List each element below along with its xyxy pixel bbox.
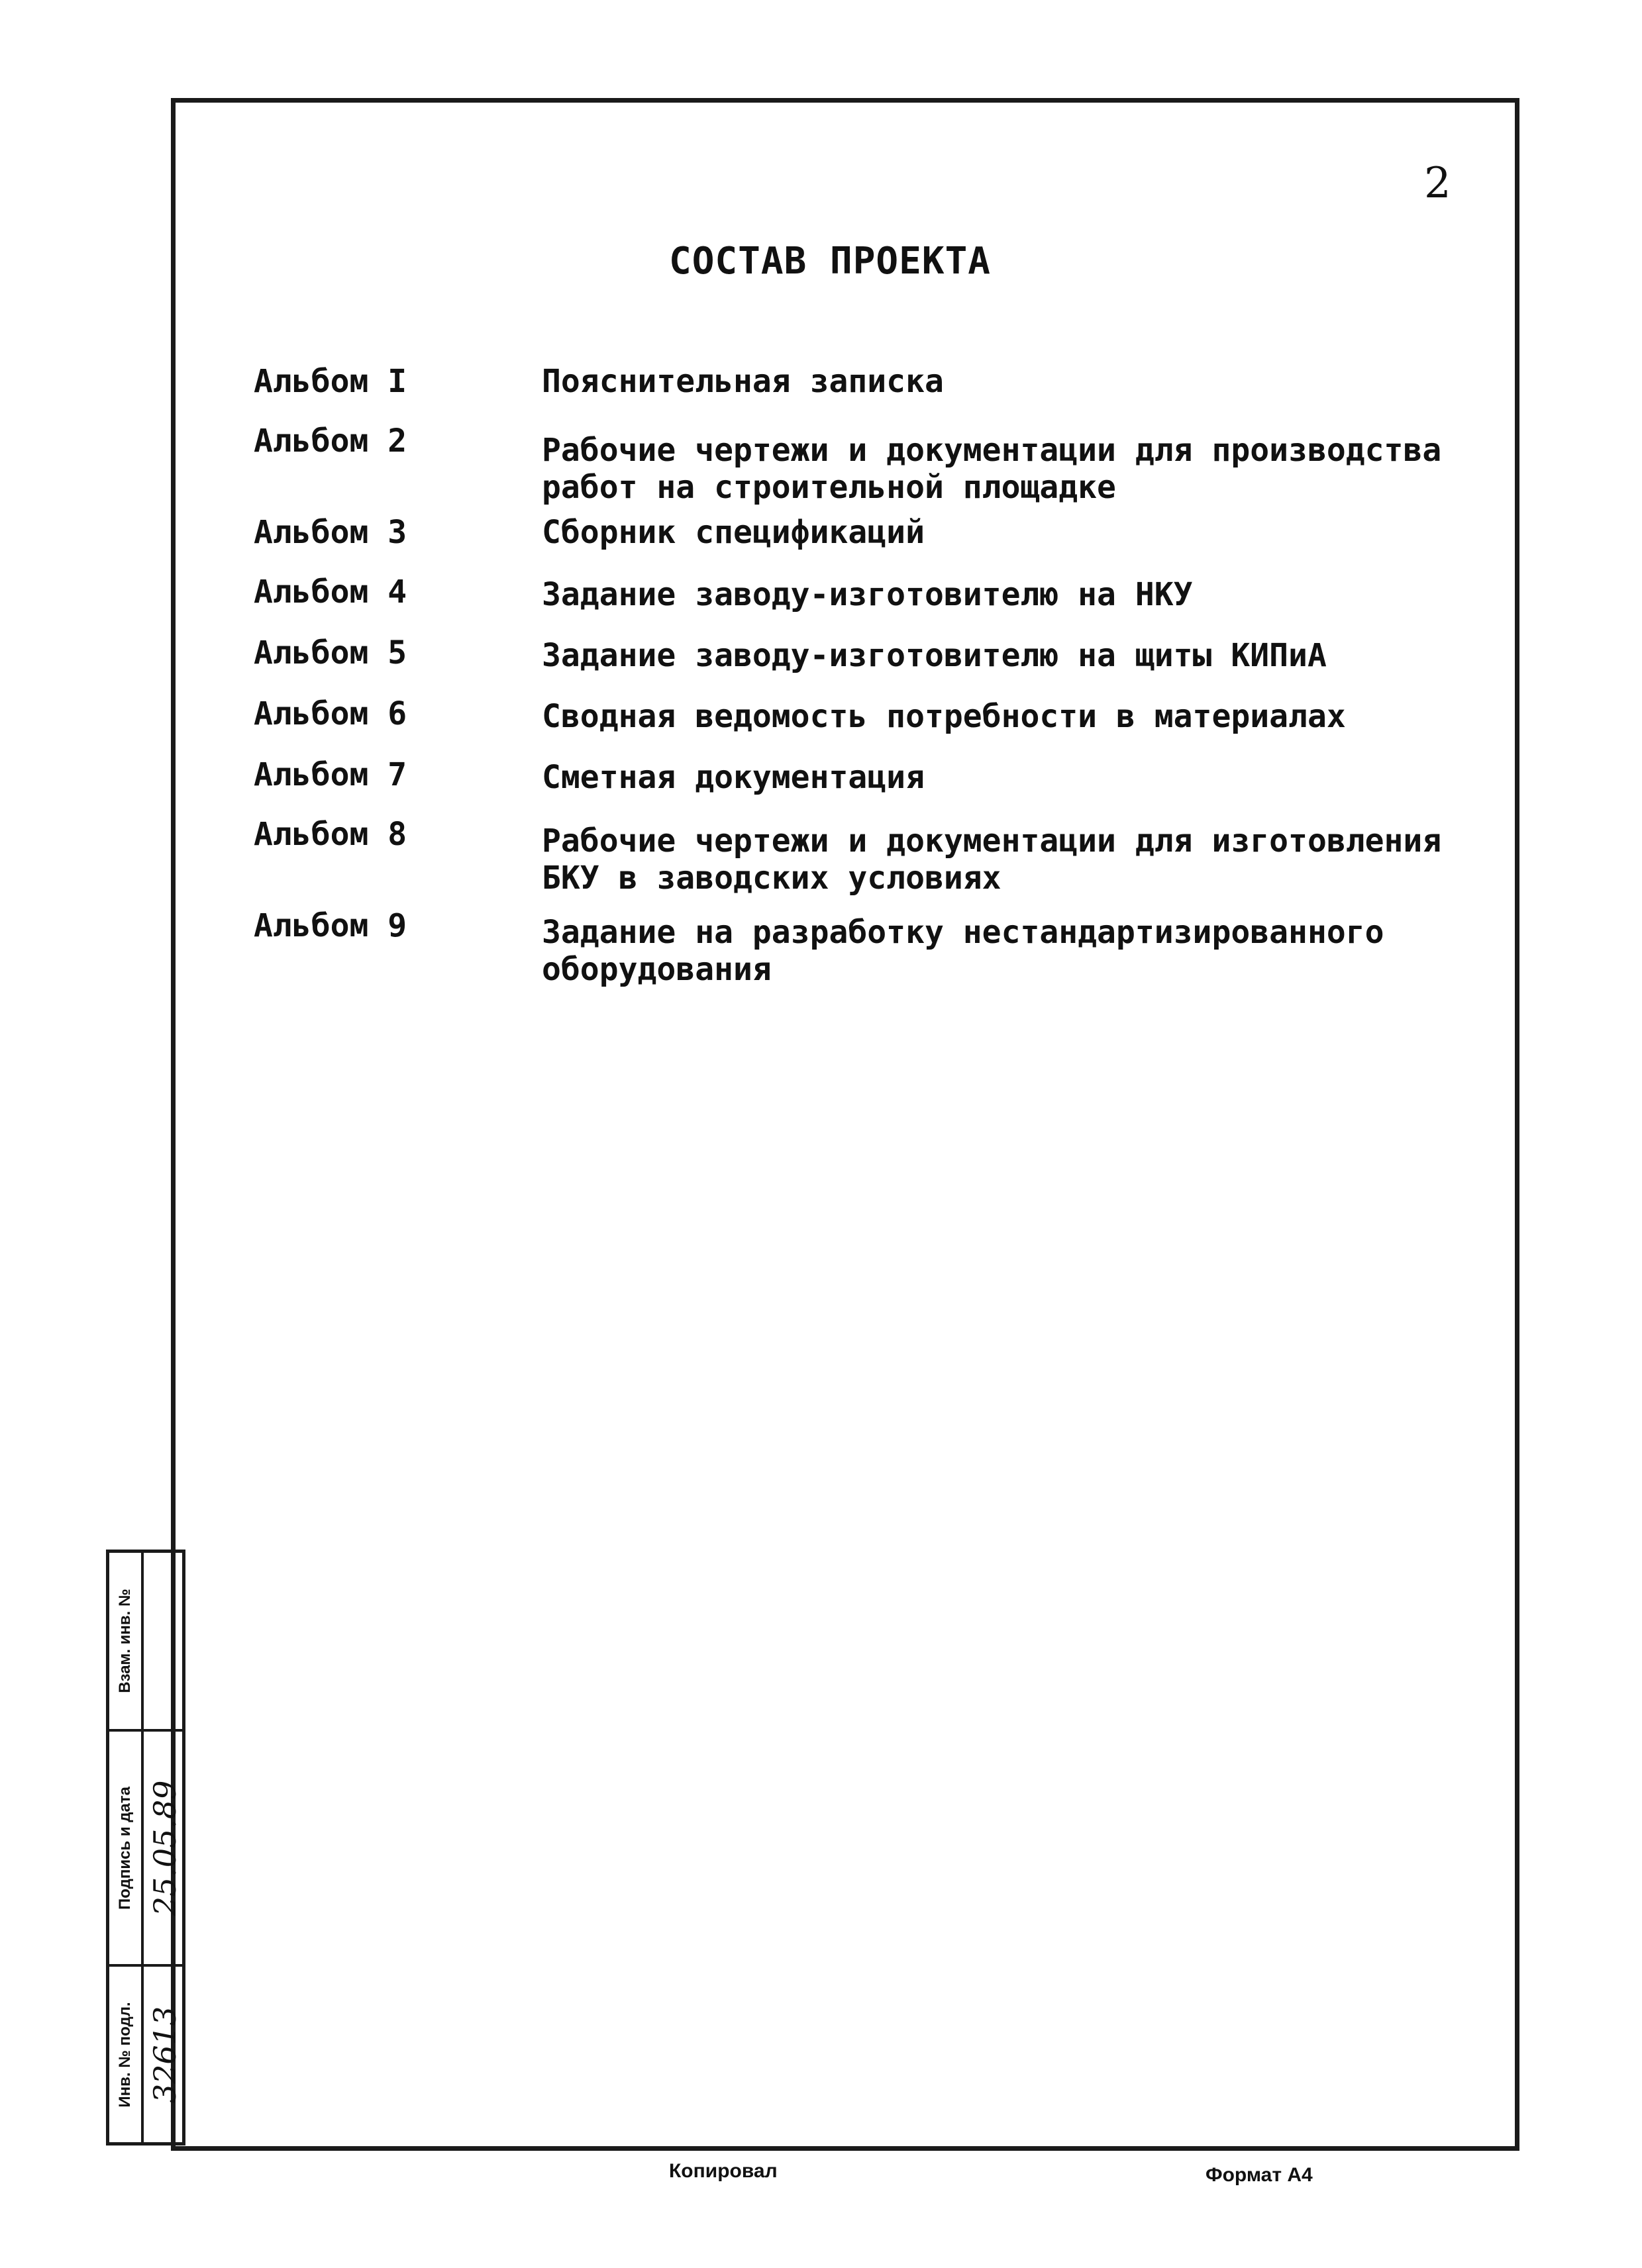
stamp-inv-original-handwritten: 32613 <box>146 2006 183 2103</box>
album-label-1: Альбом I <box>254 363 407 400</box>
album-description-9: Задание на разработку нестандартизированного оборудования <box>542 914 1384 988</box>
stamp-label-inv-original-text: Инв. № подл. <box>116 2001 134 2108</box>
album-description-1: Пояснительная записка <box>542 363 944 400</box>
album-label-8: Альбом 8 <box>254 816 407 853</box>
stamp-label-inv-original <box>109 1967 144 2142</box>
stamp-label-signature-date <box>109 1732 144 1967</box>
page-number: 2 <box>1424 159 1451 208</box>
album-label-4: Альбом 4 <box>254 573 407 611</box>
album-description-6: Сводная ведомость потребности в материалах <box>542 698 1346 735</box>
footer-copied: Копировал <box>669 2160 778 2182</box>
stamp-value-inv-original <box>144 1967 185 2142</box>
stamp-signature-date-handwritten: 25.05.89 <box>146 1780 183 1916</box>
stamp-label-replaced-inv <box>109 1553 144 1732</box>
album-label-6: Альбом 6 <box>254 695 407 732</box>
album-label-7: Альбом 7 <box>254 756 407 793</box>
page-title: СОСТАВ ПРОЕКТА <box>669 240 992 283</box>
stamp-label-replaced-inv-text: Взам. инв. № <box>116 1589 134 1693</box>
footer-format: Формат А4 <box>1206 2164 1313 2186</box>
album-label-5: Альбом 5 <box>254 634 407 671</box>
album-description-2: Рабочие чертежи и документации для производства работ на строительной площадке <box>542 432 1442 506</box>
album-label-9: Альбом 9 <box>254 907 407 944</box>
album-description-5: Задание заводу-изготовителю на щиты КИПиА <box>542 637 1327 674</box>
album-description-3: Сборник спецификаций <box>542 514 925 551</box>
stamp-block <box>106 1550 185 2145</box>
album-description-8: Рабочие чертежи и документации для изготовления БКУ в заводских условиях <box>542 822 1442 897</box>
album-description-4: Задание заводу-изготовителю на НКУ <box>542 576 1193 613</box>
album-label-2: Альбом 2 <box>254 422 407 460</box>
album-label-3: Альбом 3 <box>254 514 407 551</box>
stamp-value-signature-date <box>144 1732 185 1967</box>
album-description-7: Сметная документация <box>542 759 925 796</box>
sheet-frame <box>171 98 1519 2151</box>
stamp-value-replaced-inv <box>144 1553 185 1732</box>
stamp-label-signature-date-text: Подпись и дата <box>116 1786 134 1910</box>
